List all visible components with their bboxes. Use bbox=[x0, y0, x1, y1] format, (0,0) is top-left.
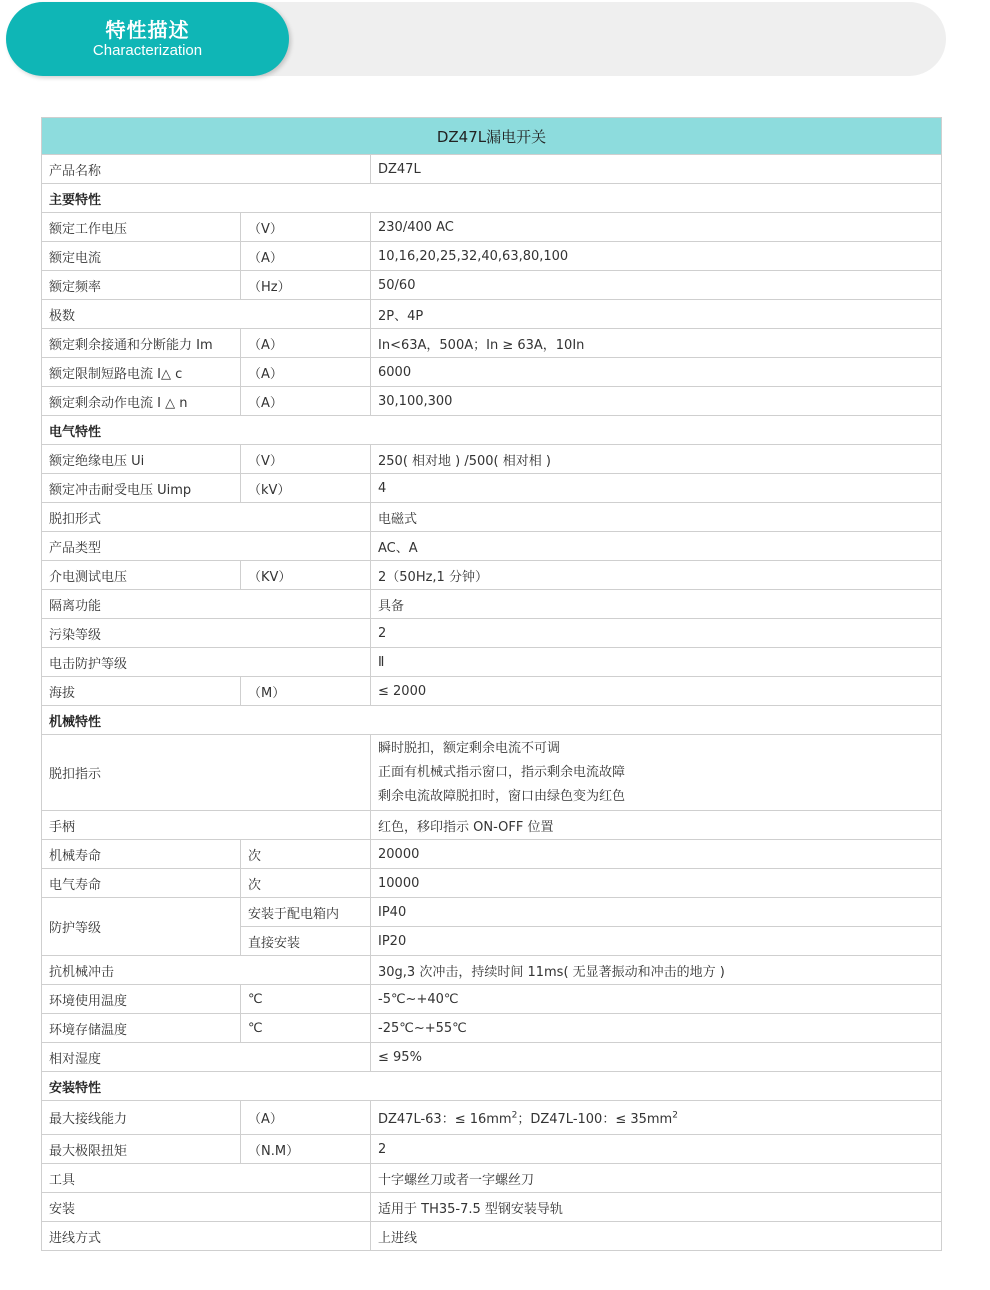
table-row bbox=[42, 1193, 942, 1222]
row-label: 环境存储温度 bbox=[42, 1014, 241, 1043]
table-row bbox=[42, 1014, 942, 1043]
table-row bbox=[42, 619, 942, 648]
row-value: AC、A bbox=[371, 532, 942, 561]
row-value: 30g,3 次冲击，持续时间 11ms( 无显著振动和冲击的地方 ) bbox=[371, 956, 942, 985]
row-label: 进线方式 bbox=[42, 1222, 371, 1251]
row-label: 工具 bbox=[42, 1164, 371, 1193]
superscript: 2 bbox=[672, 1110, 678, 1121]
row-value: -25℃~+55℃ bbox=[371, 1014, 942, 1043]
row-unit: ℃ bbox=[241, 1014, 371, 1043]
row-label: 脱扣指示 bbox=[42, 735, 371, 811]
row-label: 最大极限扭矩 bbox=[42, 1135, 241, 1164]
row-unit: （kV） bbox=[241, 474, 371, 503]
table-row bbox=[42, 561, 942, 590]
table-row bbox=[42, 677, 942, 706]
table-row bbox=[42, 474, 942, 503]
table-row bbox=[42, 1135, 942, 1164]
row-value: 2P、4P bbox=[371, 300, 942, 329]
row-label: 额定剩余接通和分断能力 Im bbox=[42, 329, 241, 358]
row-label: 机械寿命 bbox=[42, 840, 241, 869]
row-unit: （V） bbox=[241, 213, 371, 242]
main-section bbox=[42, 213, 942, 416]
row-value: 具备 bbox=[371, 590, 942, 619]
trip-line: 瞬时脱扣，额定剩余电流不可调 bbox=[378, 740, 561, 756]
row-unit: 次 bbox=[241, 869, 371, 898]
row-unit: （N.M） bbox=[241, 1135, 371, 1164]
row-value: 十字螺丝刀或者一字螺丝刀 bbox=[371, 1164, 942, 1193]
table-row bbox=[42, 155, 942, 184]
table-row bbox=[42, 735, 942, 811]
table-row bbox=[42, 271, 942, 300]
row-unit: （M） bbox=[241, 677, 371, 706]
electrical-section bbox=[42, 445, 942, 706]
section-title-main: 主要特性 bbox=[42, 184, 942, 213]
row-label: 介电测试电压 bbox=[42, 561, 241, 590]
row-label: 最大接线能力 bbox=[42, 1101, 241, 1135]
section-row bbox=[42, 1072, 942, 1101]
table-row bbox=[42, 329, 942, 358]
table-row bbox=[42, 1164, 942, 1193]
table-header-row bbox=[42, 118, 942, 155]
row-value: 适用于 TH35-7.5 型钢安装导轨 bbox=[371, 1193, 942, 1222]
row-label: 极数 bbox=[42, 300, 371, 329]
row-unit: （A） bbox=[241, 1101, 371, 1135]
table-row bbox=[42, 242, 942, 271]
row-label: 抗机械冲击 bbox=[42, 956, 371, 985]
row-label: 额定限制短路电流 I△ c bbox=[42, 358, 241, 387]
row-label: 额定工作电压 bbox=[42, 213, 241, 242]
row-value bbox=[371, 1101, 942, 1135]
row-label: 产品名称 bbox=[42, 155, 371, 184]
row-label: 污染等级 bbox=[42, 619, 371, 648]
section-title-electrical: 电气特性 bbox=[42, 416, 942, 445]
row-value: 2 bbox=[371, 619, 942, 648]
row-unit: （A） bbox=[241, 242, 371, 271]
row-label: 防护等级 bbox=[42, 898, 241, 956]
row-value: 上进线 bbox=[371, 1222, 942, 1251]
table-row bbox=[42, 213, 942, 242]
trip-line: 正面有机械式指示窗口，指示剩余电流故障 bbox=[378, 764, 626, 780]
banner-subtitle: Characterization bbox=[92, 42, 203, 59]
table-row bbox=[42, 387, 942, 416]
row-unit: （V） bbox=[241, 445, 371, 474]
superscript: 2 bbox=[511, 1110, 518, 1121]
table-row bbox=[42, 840, 942, 869]
wire-spec-63: DZ47L-63：≤ 16mm bbox=[378, 1112, 512, 1127]
table-row bbox=[42, 503, 942, 532]
section-row bbox=[42, 416, 942, 445]
row-value: In<63A，500A；In ≥ 63A，10In bbox=[371, 329, 942, 358]
spec-table bbox=[41, 117, 942, 1251]
row-value: Ⅱ bbox=[371, 648, 942, 677]
table-row bbox=[42, 358, 942, 387]
row-unit: （A） bbox=[241, 329, 371, 358]
row-value: DZ47L bbox=[371, 155, 942, 184]
table-row bbox=[42, 300, 942, 329]
row-value: 电磁式 bbox=[371, 503, 942, 532]
wire-spec-100: ；DZ47L-100：≤ 35mm bbox=[517, 1112, 673, 1127]
row-label: 相对湿度 bbox=[42, 1043, 371, 1072]
table-row bbox=[42, 1222, 942, 1251]
table-row bbox=[42, 1101, 942, 1135]
row-value: 230/400 AC bbox=[371, 213, 942, 242]
row-label: 海拔 bbox=[42, 677, 241, 706]
row-value: 10000 bbox=[371, 869, 942, 898]
table-title: DZ47L漏电开关 bbox=[42, 118, 942, 155]
row-value: 红色，移印指示 ON-OFF 位置 bbox=[371, 811, 942, 840]
row-value: 10,16,20,25,32,40,63,80,100 bbox=[371, 242, 942, 271]
row-unit: 安装于配电箱内 bbox=[241, 898, 371, 927]
row-value: 6000 bbox=[371, 358, 942, 387]
row-unit: （KV） bbox=[241, 561, 371, 590]
row-value: IP20 bbox=[371, 927, 942, 956]
row-value: 2（50Hz,1 分钟） bbox=[371, 561, 942, 590]
row-unit: （A） bbox=[241, 358, 371, 387]
row-label: 产品类型 bbox=[42, 532, 371, 561]
row-value: ≤ 2000 bbox=[371, 677, 942, 706]
table-row bbox=[42, 811, 942, 840]
row-label: 额定频率 bbox=[42, 271, 241, 300]
row-label: 安装 bbox=[42, 1193, 371, 1222]
section-row bbox=[42, 184, 942, 213]
row-value: 250( 相对地 ) /500( 相对相 ) bbox=[371, 445, 942, 474]
row-label: 额定绝缘电压 Ui bbox=[42, 445, 241, 474]
table-row bbox=[42, 532, 942, 561]
section-title-install: 安装特性 bbox=[42, 1072, 942, 1101]
row-value: IP40 bbox=[371, 898, 942, 927]
row-value: 2 bbox=[371, 1135, 942, 1164]
section-row bbox=[42, 706, 942, 735]
table-row bbox=[42, 445, 942, 474]
table-row bbox=[42, 590, 942, 619]
table-row bbox=[42, 648, 942, 677]
row-value: 20000 bbox=[371, 840, 942, 869]
row-label: 脱扣形式 bbox=[42, 503, 371, 532]
row-label: 隔离功能 bbox=[42, 590, 371, 619]
section-title-mechanical: 机械特性 bbox=[42, 706, 942, 735]
table-row bbox=[42, 898, 942, 927]
table-row bbox=[42, 1043, 942, 1072]
row-value: -5℃~+40℃ bbox=[371, 985, 942, 1014]
row-value: 30,100,300 bbox=[371, 387, 942, 416]
row-value bbox=[371, 735, 942, 811]
row-unit: ℃ bbox=[241, 985, 371, 1014]
table-row bbox=[42, 985, 942, 1014]
row-label: 额定电流 bbox=[42, 242, 241, 271]
row-unit: 次 bbox=[241, 840, 371, 869]
row-value: 4 bbox=[371, 474, 942, 503]
table-row bbox=[42, 869, 942, 898]
banner-title: 特性描述 bbox=[105, 18, 190, 42]
row-value: 50/60 bbox=[371, 271, 942, 300]
row-label: 电气寿命 bbox=[42, 869, 241, 898]
row-label: 额定剩余动作电流 I △ n bbox=[42, 387, 241, 416]
table-row bbox=[42, 956, 942, 985]
row-unit: 直接安装 bbox=[241, 927, 371, 956]
row-value: ≤ 95% bbox=[371, 1043, 942, 1072]
row-unit: （A） bbox=[241, 387, 371, 416]
header-banner bbox=[6, 2, 289, 76]
row-unit: （Hz） bbox=[241, 271, 371, 300]
row-label: 手柄 bbox=[42, 811, 371, 840]
row-label: 额定冲击耐受电压 Uimp bbox=[42, 474, 241, 503]
row-label: 电击防护等级 bbox=[42, 648, 371, 677]
trip-line: 剩余电流故障脱扣时，窗口由绿色变为红色 bbox=[378, 788, 626, 804]
row-label: 环境使用温度 bbox=[42, 985, 241, 1014]
